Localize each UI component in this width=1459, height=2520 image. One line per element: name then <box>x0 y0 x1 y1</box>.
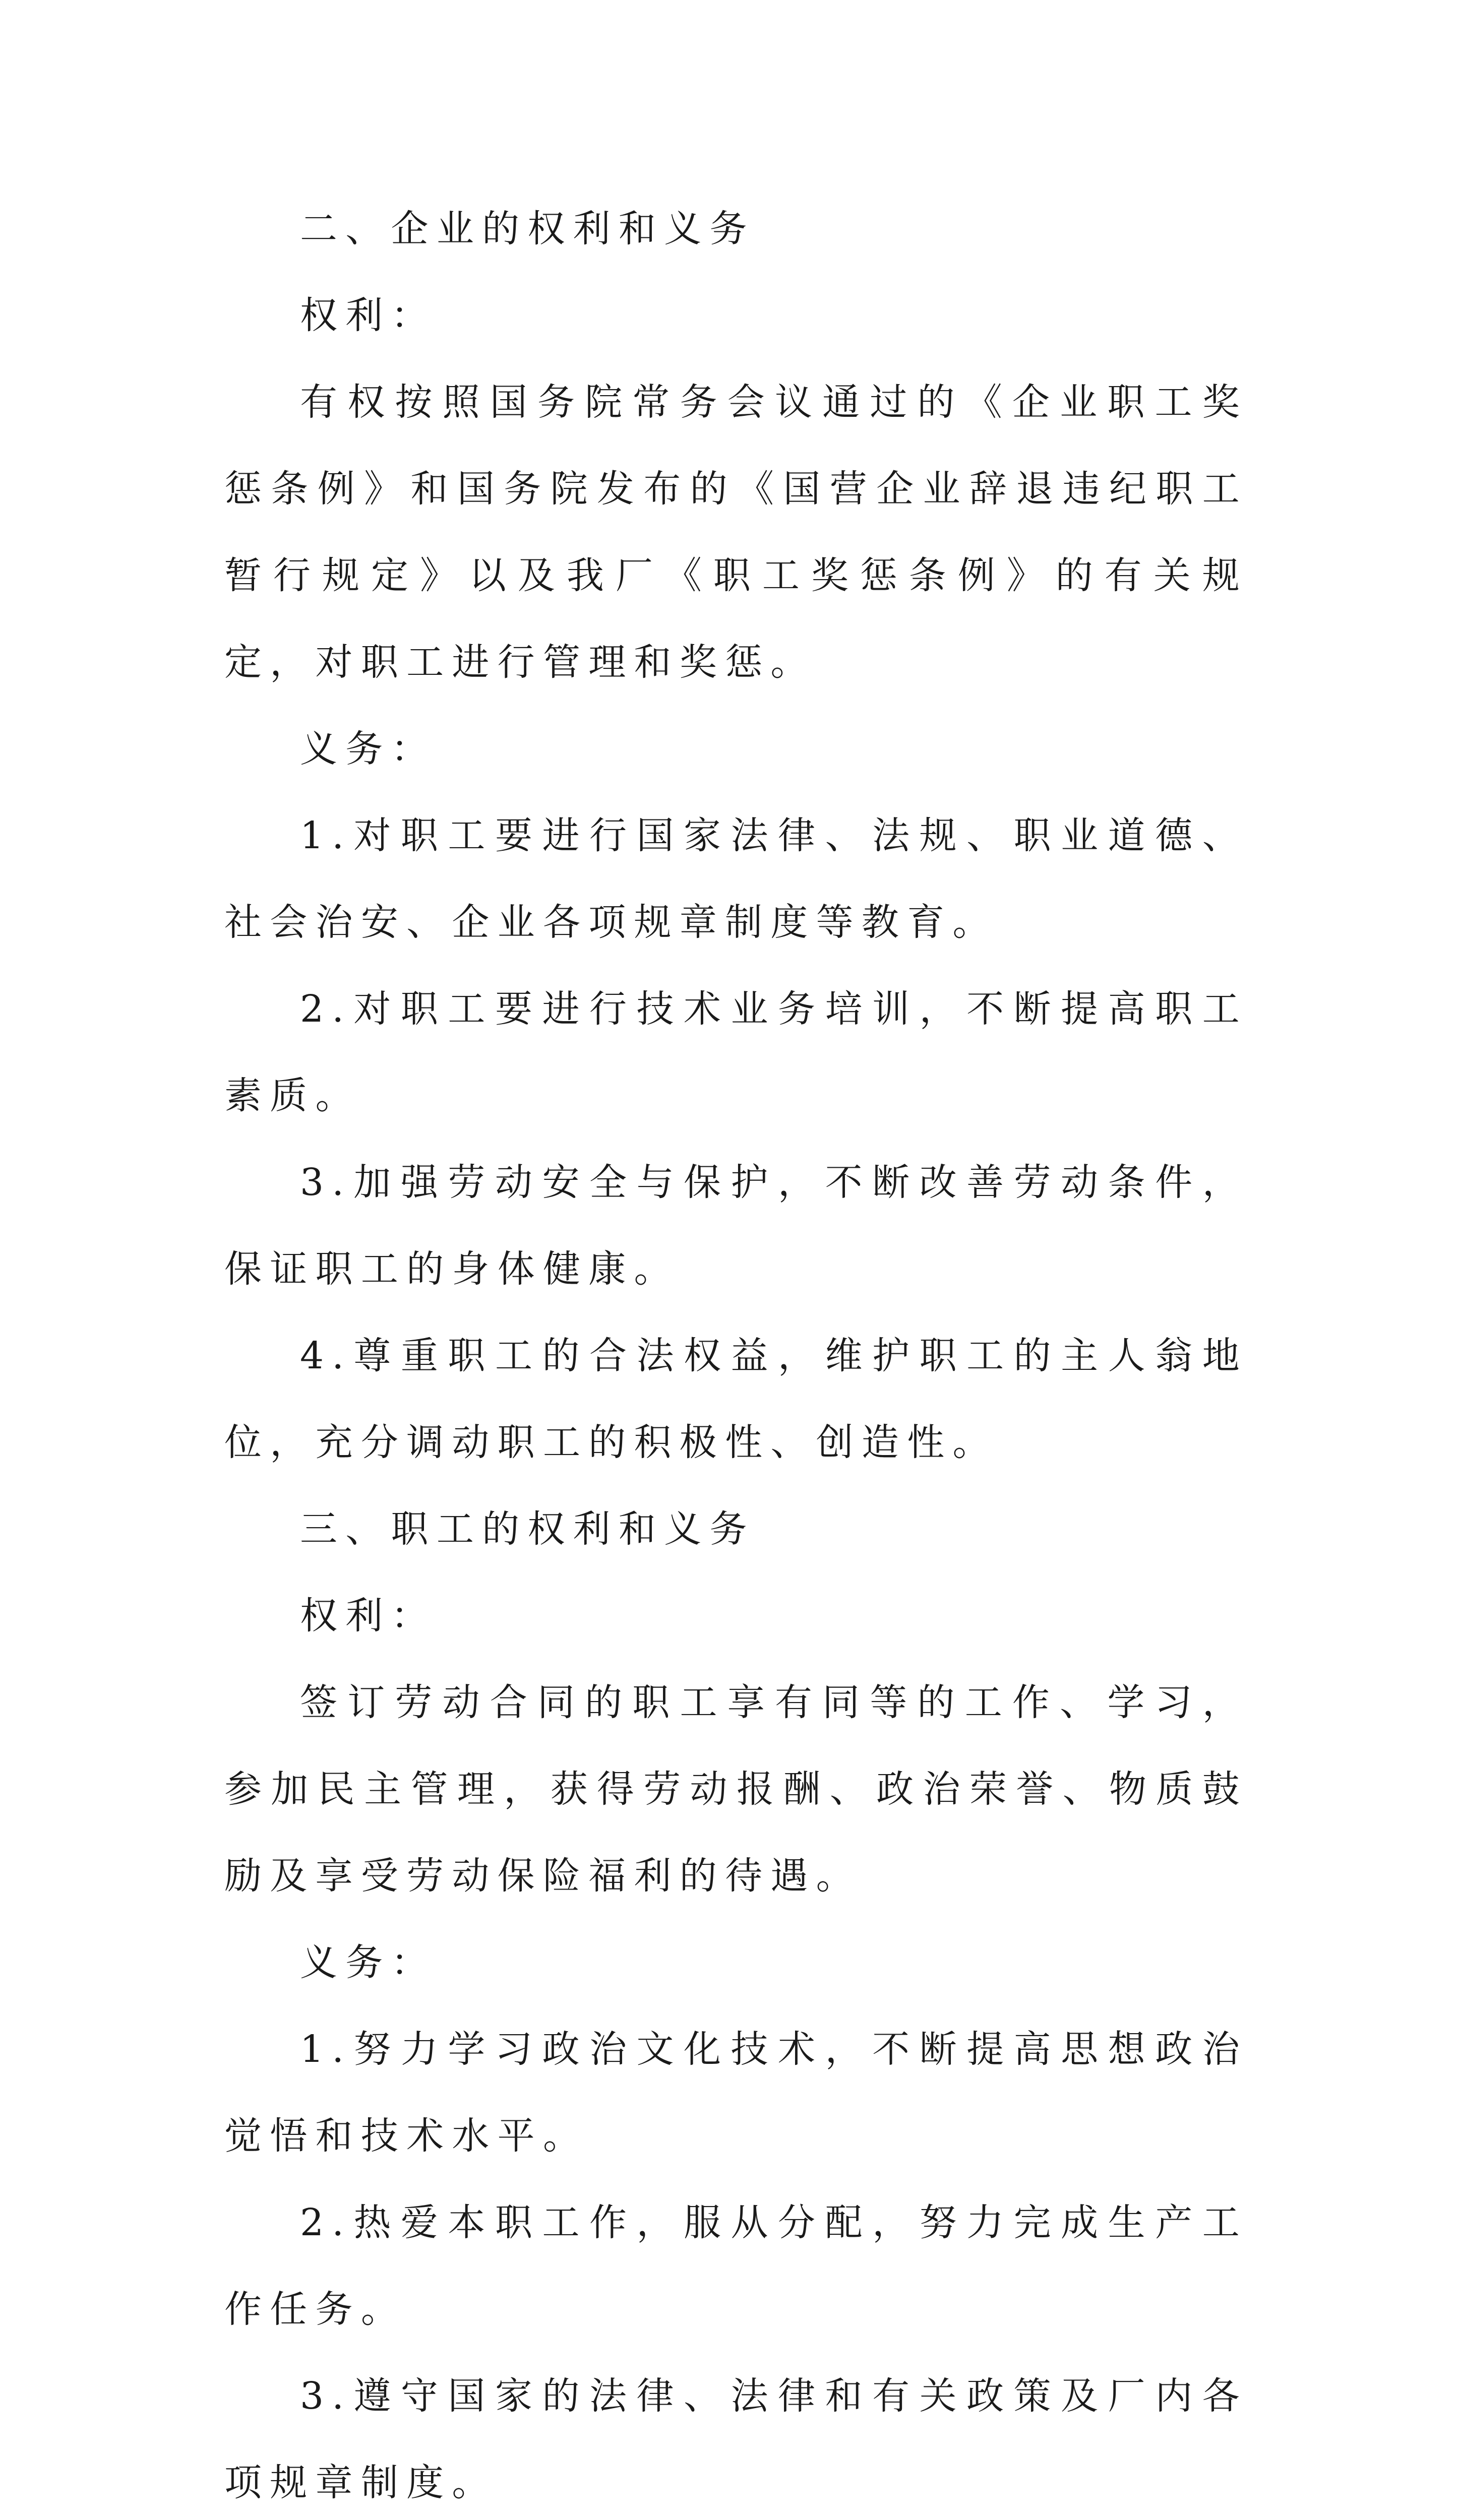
duties-label: 义务： <box>300 1941 437 1984</box>
employee-duty-item: 1.努力学习政治文化技术，不断提高思想政治觉悟和技术水平。 <box>224 2028 1248 2158</box>
enterprise-duty-item: 4.尊重职工的合法权益，维护职工的主人翁地位，充分调动职工的积极性、创造性。 <box>224 1334 1248 1464</box>
enterprise-duty-item: 1.对职工要进行国家法律、法规、职业道德、社会治安、企业各项规章制度等教育。 <box>224 814 1248 944</box>
employee-rights-text: 签订劳动合同的职工享有同等的工作、学习，参加民主管理，获得劳动报酬、政治荣誉、物质鼓励及享受劳动保险福利的待遇。 <box>224 1681 1248 1898</box>
document-body <box>224 185 1248 2520</box>
duties-label: 义务： <box>300 727 437 771</box>
employee-duty-item: 3.遵守国家的法律、法律和有关政策及厂内各项规章制度。 <box>224 2374 1248 2504</box>
enterprise-rights-text: 有权按照国务院常务会议通过的《企业职工奖惩条例》和国务院发布的《国营企业辞退违纪职工暂行规定》以及我厂《职工奖惩条例》的有关规定，对职工进行管理和奖惩。 <box>224 381 1248 684</box>
employee-duty-item: 2.热爱本职工作，服从分配，努力完成生产工作任务。 <box>224 2201 1248 2331</box>
rights-label: 权利： <box>300 1594 437 1637</box>
enterprise-duty-item: 3.加强劳动安全与保护，不断改善劳动条件，保证职工的身体健康。 <box>224 1161 1248 1291</box>
enterprise-duty-item: 2.对职工要进行技术业务培训，不断提高职工素质。 <box>224 987 1248 1117</box>
section-heading-employee: 三、职工的权利和义务 <box>300 1507 755 1551</box>
section-heading-enterprise: 二、企业的权利和义务 <box>300 207 755 250</box>
rights-label: 权利： <box>300 294 437 337</box>
